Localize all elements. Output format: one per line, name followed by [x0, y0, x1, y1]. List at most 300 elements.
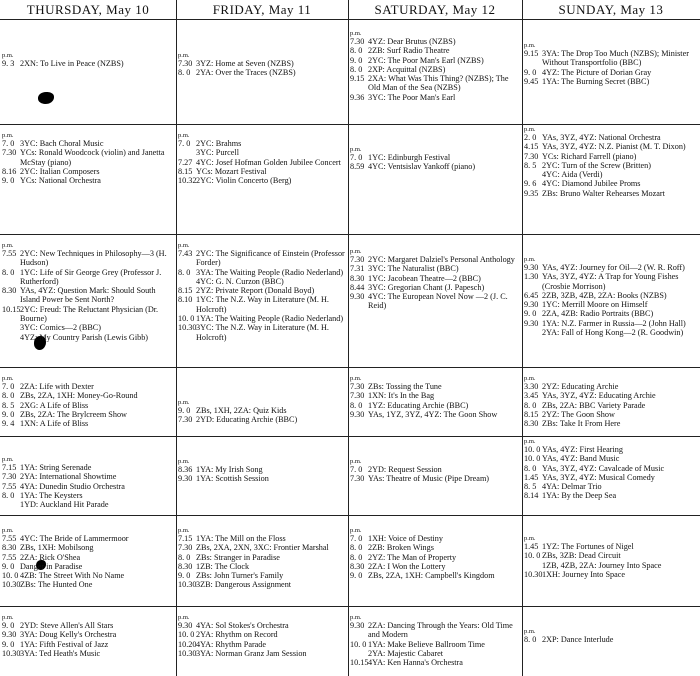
- programme-entry: [178, 323, 346, 342]
- programme-title: 3YC: The N.Z. Way in Literature (M. H. Holcroft): [196, 323, 329, 342]
- programme-title: 1XN: A Life of Bliss: [20, 419, 89, 429]
- programme-title: 3YC: The Naturalist (BBC): [368, 264, 459, 274]
- programme-time: 8.15: [524, 409, 539, 419]
- programme-title: 2YC: New Techniques in Philosophy—3 (H. Hudson): [20, 249, 167, 268]
- programme-entry: [524, 68, 698, 77]
- programme-entry: [178, 286, 346, 295]
- pm-label: p.m.: [178, 614, 190, 621]
- programme-entry: [2, 553, 174, 562]
- programme-time: 8. 0: [350, 46, 363, 56]
- programme-time: 8. 0: [350, 64, 363, 74]
- programme-time: 10. 0: [524, 445, 541, 454]
- programme-time: 8.16: [2, 166, 17, 176]
- programme-entry: [350, 37, 520, 46]
- programme-time: 7.30: [524, 151, 539, 161]
- programme-entry: [178, 571, 346, 580]
- programme-entry: [524, 464, 698, 473]
- programme-title: 4YC: The Bride of Lammermoor: [20, 534, 129, 543]
- programme-entry: [524, 319, 698, 328]
- programme-entry: [2, 543, 174, 552]
- programme-title: 2ZB, 3ZB, 4ZB, 2ZA: Books (NZBS): [542, 290, 667, 300]
- programme-time: 7.15: [2, 463, 17, 472]
- programme-title: 4YZ: My Country Parish (Lewis Gibb): [20, 332, 149, 342]
- programme-entry: [2, 562, 174, 571]
- programme-title: 2ZA: I Won the Lottery: [368, 561, 446, 571]
- programme-entry: [2, 176, 174, 185]
- programme-title: ZBs, 1XH, 2ZA: Quiz Kids: [196, 406, 287, 415]
- programme-entry: [178, 621, 346, 630]
- programme-time: 8. 0: [524, 635, 537, 644]
- programme-time: 7.55: [2, 481, 17, 491]
- programme-entry: [2, 580, 174, 589]
- programme-entry: [350, 658, 520, 667]
- programme-time: 8.30: [2, 286, 17, 296]
- programme-title: YAs, 4YZ: Journey for Oil—2 (W. R. Roff): [542, 263, 685, 272]
- programme-entry: [350, 65, 520, 74]
- programme-title: ZBs: Take It From Here: [542, 419, 621, 429]
- programme-time: 8. 0: [178, 552, 191, 562]
- programme-title: 2XA: What Was This Thing? (NZBS); The Old Man of the Sea (NZBS): [368, 74, 509, 93]
- programme-time: 8.14: [524, 491, 539, 501]
- programme-entry: [350, 153, 520, 162]
- programme-title: 3ZB: Dangerous Assignment: [196, 580, 292, 590]
- programme-title: 1YC: Jacobean Theatre—2 (BBC): [368, 273, 481, 283]
- programme-time: 9. 0: [178, 571, 191, 581]
- programme-time: 9.45: [524, 76, 539, 86]
- day-header-thursday: THURSDAY, May 10: [0, 0, 176, 20]
- programme-time: 6.45: [524, 290, 539, 300]
- programme-time: 7.30: [178, 415, 193, 425]
- programme-entry: [350, 410, 520, 419]
- programme-entry: [350, 640, 520, 649]
- programme-time: [178, 148, 196, 157]
- programme-title: YCs: Richard Farrell (piano): [542, 151, 637, 161]
- programme-title: 4YC: The European Novel Now —2 (J. C. Reid): [368, 292, 508, 311]
- programme-time: 9.30: [178, 621, 193, 630]
- programme-title: 4ZB: The Street With No Name: [20, 571, 125, 581]
- programme-entry: [2, 391, 174, 400]
- programme-entry: [524, 473, 698, 482]
- pm-label: p.m.: [2, 527, 14, 534]
- programme-time: 10.30: [2, 648, 21, 658]
- programme-time: 7.27: [178, 157, 193, 167]
- programme-entry: [350, 274, 520, 283]
- programme-time: 9. 0: [524, 67, 537, 77]
- programme-title: ZBs: The Hunted One: [20, 580, 93, 590]
- programme-title: ZBs, 1XH: Mobilsong: [20, 543, 94, 553]
- programme-time: 8.59: [350, 162, 365, 172]
- programme-entry: [2, 286, 174, 305]
- schedule-cell: [348, 459, 522, 484]
- programme-entry: [2, 305, 174, 324]
- pm-label: p.m.: [350, 614, 362, 621]
- programme-title: YAs, 3YZ, 4YZ: A Trap for Young Fishes (Crosbie Morrison): [542, 272, 679, 291]
- programme-entry: [524, 445, 698, 454]
- programme-title: 2YC: The Poor Man's Earl (NZBS): [368, 55, 484, 65]
- programme-time: 10.30: [178, 648, 197, 658]
- programme-time: 7.55: [2, 249, 17, 258]
- programme-title: 2ZA, 4ZB: Radio Portraits (BBC): [542, 309, 654, 319]
- pm-label: p.m.: [524, 535, 536, 542]
- programme-time: 8. 0: [524, 400, 537, 410]
- programme-time: 9. 0: [524, 309, 537, 319]
- programme-title: 1YC: Life of Sir George Grey (Professor J. Rutherford): [20, 267, 162, 286]
- programme-title: 2ZA: Rick O'Shea: [20, 552, 81, 562]
- programme-title: 1YD: Auckland Hit Parade: [20, 500, 109, 510]
- programme-time: 1.30: [524, 272, 539, 282]
- schedule-cell: [348, 528, 522, 580]
- row-divider: [0, 234, 700, 235]
- programme-title: 3YA: Norman Granz Jam Session: [196, 648, 307, 658]
- programme-time: 7.55: [2, 552, 17, 562]
- programme-time: 9. 0: [2, 621, 15, 630]
- programme-entry: [524, 454, 698, 463]
- programme-time: 9.15: [524, 49, 539, 58]
- programme-entry: [350, 255, 520, 264]
- programme-title: 1YA: The Burning Secret (BBC): [542, 76, 650, 86]
- programme-time: 9. 0: [2, 176, 15, 186]
- schedule-cell: [176, 459, 348, 484]
- programme-title: 2XG: A Life of Bliss: [20, 400, 89, 410]
- programme-title: YAs, 4YZ: Band Music: [542, 454, 620, 464]
- programme-time: 8. 0: [178, 68, 191, 78]
- programme-time: 9.30: [524, 300, 539, 310]
- programme-title: 1YZ: The Fortunes of Nigel: [542, 542, 634, 551]
- pm-label: p.m.: [2, 132, 14, 139]
- programme-time: 7. 0: [350, 153, 363, 162]
- programme-title: 2ZB: Broken Wings: [368, 543, 434, 553]
- programme-time: 7. 0: [350, 534, 363, 543]
- programme-entry: [524, 391, 698, 400]
- programme-entry: [178, 580, 346, 589]
- programme-time: [178, 277, 196, 286]
- pm-label: p.m.: [350, 527, 362, 534]
- programme-time: 7.30: [2, 148, 17, 158]
- schedule-cell: [0, 615, 176, 658]
- programme-title: YAs, 3YZ, 4YZ: Educating Archie: [542, 391, 656, 401]
- programme-title: 4YC: Aida (Verdi): [542, 170, 603, 180]
- programme-title: ZBs: Tossing the Tune: [368, 382, 442, 391]
- programme-time: 9. 3: [2, 59, 15, 68]
- programme-time: 7. 0: [350, 465, 363, 474]
- programme-title: 2YD: Request Session: [368, 465, 442, 474]
- programme-title: 2YC: Turn of the Screw (Britten): [542, 160, 651, 170]
- programme-title: 2YA: International Showtime: [20, 472, 117, 482]
- programme-entry: [350, 46, 520, 55]
- schedule-cell: [522, 439, 700, 501]
- programme-title: 2YA: Rhythm on Record: [196, 630, 278, 640]
- programme-title: 2XP: Dance Interlude: [542, 635, 614, 644]
- programme-title: 1YA: Scottish Session: [196, 474, 269, 484]
- schedule-cell: [522, 376, 700, 428]
- programme-entry: [2, 323, 174, 332]
- programme-entry: [178, 649, 346, 658]
- pm-label: p.m.: [350, 30, 362, 37]
- programme-title: 3YA: The Drop Too Much (NZBS); Minister Without Transportfolio (BBC): [542, 49, 689, 68]
- programme-entry: [178, 268, 346, 277]
- pm-label: p.m.: [2, 52, 14, 59]
- programme-time: 8. 5: [524, 160, 537, 170]
- programme-entry: [2, 571, 174, 580]
- programme-time: 8. 0: [350, 543, 363, 553]
- programme-title: 4YA: Ken Hanna's Orchestra: [368, 658, 463, 668]
- programme-entry: [524, 152, 698, 161]
- programme-time: 8. 5: [2, 400, 15, 410]
- programme-entry: [524, 77, 698, 86]
- programme-title: ZBs, 2ZA, 1XH: Money-Go-Round: [20, 391, 138, 401]
- programme-entry: [2, 472, 174, 481]
- programme-time: 9.30: [350, 621, 365, 630]
- programme-entry: [350, 649, 520, 658]
- programme-title: 2YD: Steve Allen's All Stars: [20, 621, 114, 630]
- programme-time: 7.55: [2, 534, 17, 543]
- programme-title: 2XP: Acquittal (NZBS): [368, 64, 446, 74]
- programme-time: 9.35: [524, 188, 539, 198]
- schedule-cell: [522, 127, 700, 198]
- programme-entry: [2, 630, 174, 639]
- programme-title: 2YA: Fall of Hong Kong—2 (R. Goodwin): [542, 328, 684, 338]
- programme-entry: [524, 401, 698, 410]
- programme-time: 10. 0: [2, 571, 19, 581]
- programme-entry: [178, 68, 346, 77]
- pm-label: p.m.: [524, 438, 536, 445]
- schedule-cell: [348, 615, 522, 667]
- programme-time: 9. 0: [2, 639, 15, 649]
- programme-entry: [178, 640, 346, 649]
- programme-title: 2YC: Brahms: [196, 139, 242, 148]
- programme-entry: [2, 148, 174, 167]
- programme-entry: [2, 500, 174, 509]
- programme-title: 3YC: Comics—2 (BBC): [20, 323, 101, 333]
- pm-label: p.m.: [524, 126, 536, 133]
- programme-title: 2YZ: Private Report (Donald Boyd): [196, 286, 315, 296]
- programme-title: Danger in Paradise: [20, 561, 83, 571]
- programme-title: YCs: Mozart Festival: [196, 166, 267, 176]
- schedule-cell: [522, 43, 700, 86]
- programme-title: 3YC: Gregorian Chant (J. Papesch): [368, 282, 485, 292]
- programme-entry: [2, 649, 174, 658]
- programme-title: 2ZB: Surf Radio Theatre: [368, 46, 450, 56]
- schedule-cell: [0, 457, 176, 509]
- programme-time: [2, 333, 20, 342]
- programme-entry: [350, 553, 520, 562]
- programme-time: 8. 0: [524, 463, 537, 473]
- schedule-cell: [348, 31, 522, 102]
- row-divider: [0, 124, 700, 125]
- programme-time: 7.31: [350, 264, 365, 274]
- programme-time: 9.30: [524, 263, 539, 272]
- programme-title: 1YA: By the Deep Sea: [542, 491, 617, 501]
- day-header-friday: FRIDAY, May 11: [176, 0, 348, 20]
- programme-entry: [178, 534, 346, 543]
- programme-time: 9.30: [350, 409, 365, 419]
- programme-title: YAs, 1YZ, 3YZ, 4YZ: The Goon Show: [368, 409, 498, 419]
- programme-entry: [2, 268, 174, 287]
- programme-time: 7.30: [350, 37, 365, 46]
- programme-entry: [2, 463, 174, 472]
- programme-time: 10.30: [178, 580, 197, 590]
- programme-time: 9. 0: [2, 561, 15, 571]
- programme-title: 4YA: Sol Stokes's Orchestra: [196, 621, 289, 630]
- programme-entry: [524, 263, 698, 272]
- programme-time: 9. 6: [524, 179, 537, 189]
- programme-entry: [178, 465, 346, 474]
- schedule-cell: [348, 147, 522, 172]
- pm-label: p.m.: [178, 132, 190, 139]
- programme-entry: [524, 382, 698, 391]
- programme-time: 8. 0: [2, 490, 15, 500]
- schedule-cell: [0, 53, 176, 68]
- programme-time: 7.30: [350, 474, 365, 484]
- programme-time: 9. 0: [178, 406, 191, 415]
- programme-time: 9. 4: [2, 419, 15, 429]
- programme-time: 8. 5: [524, 482, 537, 492]
- programme-time: 8.30: [350, 561, 365, 571]
- schedule-cell: [176, 528, 348, 590]
- programme-time: 7.30: [350, 255, 365, 264]
- programme-time: [2, 323, 20, 332]
- pm-label: p.m.: [524, 375, 536, 382]
- programme-title: 3YA: Doug Kelly's Orchestra: [20, 630, 117, 640]
- programme-entry: [178, 176, 346, 185]
- schedule-cell: [0, 376, 176, 428]
- programme-title: 4YA: Delmar Trio: [542, 482, 602, 492]
- schedule-cell: [176, 243, 348, 342]
- programme-time: 7. 0: [178, 139, 191, 148]
- programme-title: 4YZ: The Picture of Dorian Gray: [542, 67, 652, 77]
- pm-label: p.m.: [350, 375, 362, 382]
- row-divider: [0, 606, 700, 607]
- programme-title: 1YC: The N.Z. Way in Literature (M. H. Holcroft): [196, 295, 329, 314]
- programme-time: 10.15: [350, 658, 369, 668]
- pm-label: p.m.: [350, 458, 362, 465]
- programme-title: 1ZB: The Clock: [196, 561, 250, 571]
- day-header-sunday: SUNDAY, May 13: [522, 0, 700, 20]
- programme-title: 4YA: Dunedin Studio Orchestra: [20, 481, 125, 491]
- programme-entry: [350, 571, 520, 580]
- programme-title: 3YA: Ted Heath's Music: [20, 648, 101, 658]
- programme-entry: [2, 382, 174, 391]
- programme-title: 2XN: To Live in Peace (NZBS): [20, 59, 124, 68]
- programme-title: 1YC: Edinburgh Festival: [368, 153, 451, 162]
- programme-title: 1YA: The Keysters: [20, 490, 83, 500]
- programme-entry: [350, 401, 520, 410]
- programme-time: 8.36: [178, 465, 193, 474]
- programme-time: 10.15: [2, 304, 21, 314]
- programme-time: [350, 649, 368, 658]
- programme-time: 7. 0: [2, 139, 15, 148]
- programme-time: 1.45: [524, 472, 539, 482]
- programme-time: [524, 170, 542, 179]
- programme-title: 3YC: Purcell: [196, 148, 239, 158]
- programme-entry: [2, 167, 174, 176]
- programme-title: ZBs, 2ZA: The Brylcreem Show: [20, 409, 127, 419]
- programme-title: 2YC: The Significance of Einstein (Professor Forder): [196, 249, 345, 268]
- programme-entry: [524, 161, 698, 170]
- programme-time: 3.30: [524, 382, 539, 391]
- programme-entry: [178, 314, 346, 323]
- schedule-cell: [348, 249, 522, 311]
- programme-entry: [524, 542, 698, 551]
- schedule-cell: [0, 528, 176, 590]
- programme-title: YAs: Theatre of Music (Pipe Dream): [368, 474, 490, 484]
- row-divider: [0, 515, 700, 516]
- programme-title: YAs, 4YZ: First Hearing: [542, 445, 623, 454]
- programme-entry: [524, 635, 698, 644]
- programme-entry: [2, 482, 174, 491]
- programme-entry: [2, 419, 174, 428]
- programme-title: 2ZA: Life with Dexter: [20, 382, 94, 391]
- programme-entry: [350, 534, 520, 543]
- programme-entry: [350, 391, 520, 400]
- programme-title: 4YA: Rhythm Parade: [196, 639, 267, 649]
- pm-label: p.m.: [178, 527, 190, 534]
- programme-title: 2YZ: The Goon Show: [542, 409, 615, 419]
- programme-title: ZBs: Stranger in Paradise: [196, 552, 280, 562]
- programme-entry: [2, 59, 174, 68]
- programme-time: 3.45: [524, 391, 539, 401]
- programme-entry: [524, 179, 698, 188]
- schedule-cell: [176, 133, 348, 185]
- schedule-cell: [176, 615, 348, 658]
- programme-time: 7.30: [178, 543, 193, 553]
- programme-title: 3YA: The Waiting People (Radio Nederland): [196, 267, 344, 277]
- programme-time: 8. 0: [178, 267, 191, 277]
- programme-time: 10.30: [524, 569, 543, 579]
- programme-title: 1YA: String Serenade: [20, 463, 92, 472]
- programme-time: 7.30: [350, 382, 365, 391]
- programme-entry: [350, 292, 520, 311]
- pm-label: p.m.: [350, 248, 362, 255]
- programme-time: 10. 0: [524, 551, 541, 561]
- programme-entry: [524, 482, 698, 491]
- pm-label: p.m.: [2, 375, 14, 382]
- programme-title: 3YZ: Home at Seven (NZBS): [196, 59, 294, 68]
- programme-entry: [178, 148, 346, 157]
- programme-title: 2YZ: Educating Archie: [542, 382, 619, 391]
- programme-time: 9. 0: [2, 409, 15, 419]
- programme-entry: [178, 630, 346, 639]
- programme-entry: [2, 491, 174, 500]
- programme-entry: [178, 474, 346, 483]
- programme-time: [524, 561, 542, 570]
- programme-title: 4YC: Josef Hofman Golden Jubilee Concert: [196, 157, 341, 167]
- programme-time: 9. 0: [350, 571, 363, 581]
- schedule-cell: [176, 400, 348, 425]
- pm-label: p.m.: [350, 146, 362, 153]
- programme-entry: [178, 415, 346, 424]
- programme-title: YAs, 3YZ, 4YZ: N.Z. Pianist (M. T. Dixon): [542, 142, 686, 152]
- programme-entry: [178, 59, 346, 68]
- programme-entry: [350, 474, 520, 483]
- programme-time: 10. 0: [178, 630, 195, 640]
- programme-title: 2YD: Educating Archie (BBC): [196, 415, 298, 425]
- row-divider: [0, 367, 700, 368]
- programme-title: YAs, 3YZ, 4YZ: Cavalcade of Music: [542, 463, 665, 473]
- programme-time: 9.30: [2, 630, 17, 640]
- programme-time: 8.10: [178, 295, 193, 305]
- programme-title: 4YC: Diamond Jubilee Proms: [542, 179, 641, 189]
- day-header-saturday: SATURDAY, May 12: [348, 0, 522, 20]
- programme-entry: [2, 139, 174, 148]
- programme-entry: [524, 419, 698, 428]
- programme-time: 9.30: [524, 318, 539, 328]
- programme-time: 8.15: [178, 166, 193, 176]
- programme-title: 1YA: Fifth Festival of Jazz: [20, 639, 109, 649]
- programme-title: 1XH: Voice of Destiny: [368, 534, 443, 543]
- programme-title: ZBs: Bruno Walter Rehearses Mozart: [542, 188, 665, 198]
- programme-entry: [524, 570, 698, 579]
